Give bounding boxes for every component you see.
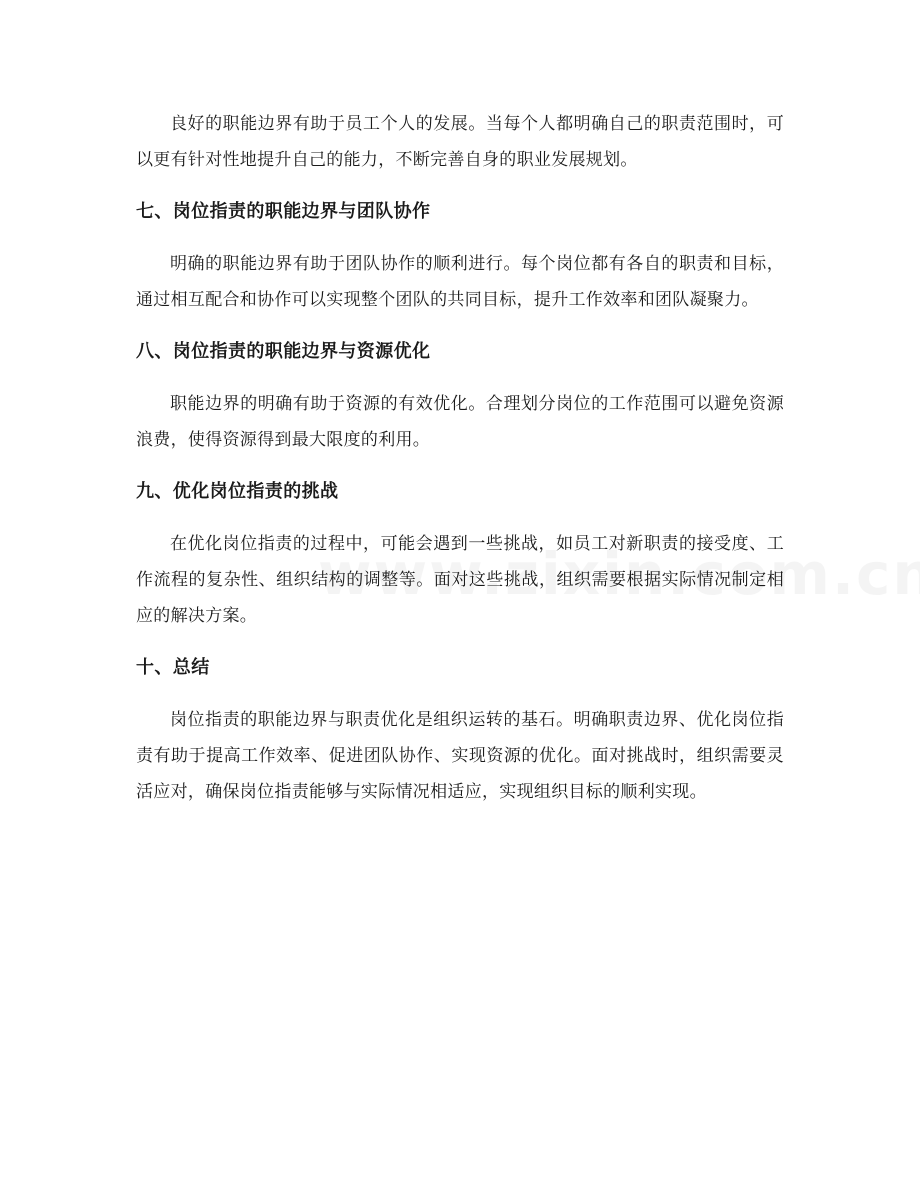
section-heading-9: 九、优化岗位指责的挑战 [136,481,339,502]
section-paragraph-9: 在优化岗位指责的过程中，可能会遇到一些挑战，如员工对新职责的接受度、工作流程的复杂性、组织结构的调整等。面对这些挑战，组织需要根据实际情况制定相应的解决方案。 [136,534,784,626]
document-body [136,106,784,810]
section-paragraph-10: 岗位指责的职能边界与职责优化是组织运转的基石。明确职责边界、优化岗位指责有助于提高工作效率、促进团队协作、实现资源的优化。面对挑战时，组织需要灵活应对，确保岗位指责能够与实际情况相适应，实现组织目标的顺利实现。 [136,710,784,802]
section-heading-8: 八、岗位指责的职能边界与资源优化 [136,341,431,362]
section-paragraph-8: 职能边界的明确有助于资源的有效优化。合理划分岗位的工作范围可以避免资源浪费，使得资源得到最大限度的利用。 [136,394,784,450]
section-heading-7: 七、岗位指责的职能边界与团队协作 [136,201,431,222]
section-heading-10: 十、总结 [136,657,210,678]
section-paragraph-7: 明确的职能边界有助于团队协作的顺利进行。每个岗位都有各自的职责和目标，通过相互配合和协作可以实现整个团队的共同目标，提升工作效率和团队凝聚力。 [136,254,784,310]
intro-paragraph: 良好的职能边界有助于员工个人的发展。当每个人都明确自己的职责范围时，可以更有针对性地提升自己的能力，不断完善自身的职业发展规划。 [136,114,784,170]
